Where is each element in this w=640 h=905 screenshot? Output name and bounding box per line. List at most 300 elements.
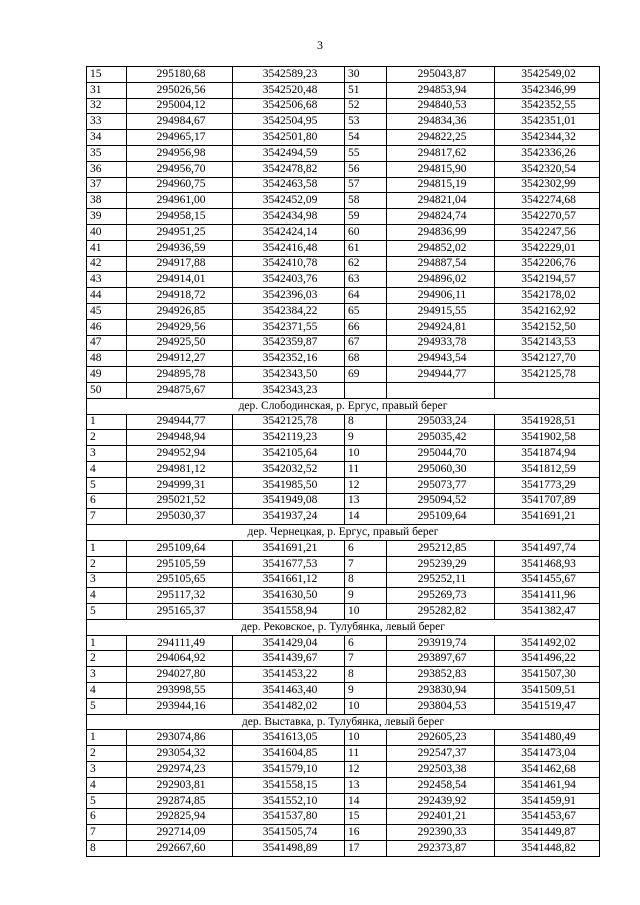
y-coordinate: 3542229,01: [495, 240, 600, 256]
x-coordinate: 294924,81: [387, 319, 495, 335]
x-coordinate: 294952,94: [127, 446, 233, 462]
y-coordinate: 3542274,68: [495, 193, 600, 209]
table-row: [87, 367, 600, 383]
point-number: 5: [87, 793, 127, 809]
y-coordinate: 3541537,80: [233, 809, 345, 825]
table-row: [87, 461, 600, 477]
x-coordinate: 295021,52: [127, 493, 233, 509]
x-coordinate: 294817,62: [387, 145, 495, 161]
y-coordinate: 3542371,55: [233, 319, 345, 335]
y-coordinate: 3542351,01: [495, 114, 600, 130]
y-coordinate: 3542463,58: [233, 177, 345, 193]
x-coordinate: 292439,92: [387, 793, 495, 809]
y-coordinate: 3541902,58: [495, 430, 600, 446]
x-coordinate: 295117,32: [127, 588, 233, 604]
table-row: [87, 651, 600, 667]
x-coordinate: 294906,11: [387, 288, 495, 304]
table-row: [87, 793, 600, 809]
point-number: 5: [87, 698, 127, 714]
y-coordinate: 3542336,26: [495, 145, 600, 161]
table-row: [87, 730, 600, 746]
point-number: 6: [345, 635, 387, 651]
y-coordinate: 3542520,48: [233, 82, 345, 98]
y-coordinate: 3542410,78: [233, 256, 345, 272]
point-number: 32: [87, 98, 127, 114]
point-number: 4: [87, 683, 127, 699]
y-coordinate: 3542105,64: [233, 446, 345, 462]
y-coordinate: 3542119,23: [233, 430, 345, 446]
x-coordinate: 294815,19: [387, 177, 495, 193]
x-coordinate: 292874,85: [127, 793, 233, 809]
point-number: 6: [87, 809, 127, 825]
coordinates-table-body: [87, 67, 600, 857]
table-row: [87, 809, 600, 825]
point-number: 47: [87, 335, 127, 351]
table-row: [87, 430, 600, 446]
x-coordinate: 295026,56: [127, 82, 233, 98]
point-number: 68: [345, 351, 387, 367]
point-number: 3: [87, 762, 127, 778]
point-number: 45: [87, 303, 127, 319]
y-coordinate: 3541558,15: [233, 777, 345, 793]
point-number: 7: [345, 651, 387, 667]
y-coordinate: 3542549,02: [495, 67, 600, 83]
x-coordinate: 294887,54: [387, 256, 495, 272]
table-row: [87, 319, 600, 335]
x-coordinate: 294111,49: [127, 635, 233, 651]
x-coordinate: 294896,02: [387, 272, 495, 288]
x-coordinate: 294918,72: [127, 288, 233, 304]
point-number: 56: [345, 161, 387, 177]
x-coordinate: 293897,67: [387, 651, 495, 667]
point-number: 10: [345, 730, 387, 746]
point-number: 61: [345, 240, 387, 256]
table-row: [87, 667, 600, 683]
point-number: 5: [87, 604, 127, 620]
point-number: 67: [345, 335, 387, 351]
x-coordinate: 295035,42: [387, 430, 495, 446]
y-coordinate: 3542359,87: [233, 335, 345, 351]
y-coordinate: 3541613,05: [233, 730, 345, 746]
table-row: [87, 604, 600, 620]
table-row: [87, 572, 600, 588]
y-coordinate: 3542032,52: [233, 461, 345, 477]
point-number: 55: [345, 145, 387, 161]
y-coordinate: 3542424,14: [233, 224, 345, 240]
x-coordinate: 294815,90: [387, 161, 495, 177]
point-number: 43: [87, 272, 127, 288]
x-coordinate: 294836,99: [387, 224, 495, 240]
y-coordinate: 3542143,53: [495, 335, 600, 351]
point-number: 40: [87, 224, 127, 240]
y-coordinate: 3542506,68: [233, 98, 345, 114]
point-number: 53: [345, 114, 387, 130]
y-coordinate: 3541382,47: [495, 604, 600, 620]
y-coordinate: 3541707,89: [495, 493, 600, 509]
table-row: [87, 556, 600, 572]
x-coordinate: 295030,37: [127, 509, 233, 525]
point-number: 2: [87, 556, 127, 572]
y-coordinate: 3541949,08: [233, 493, 345, 509]
table-row: [87, 82, 600, 98]
point-number: 11: [345, 461, 387, 477]
point-number: 14: [345, 793, 387, 809]
x-coordinate: 294933,78: [387, 335, 495, 351]
point-number: 15: [345, 809, 387, 825]
x-coordinate: 294027,80: [127, 667, 233, 683]
x-coordinate: 293804,53: [387, 698, 495, 714]
y-coordinate: 3542270,57: [495, 209, 600, 225]
x-coordinate: 293944,16: [127, 698, 233, 714]
table-row: [87, 446, 600, 462]
point-number: 6: [87, 493, 127, 509]
table-row: [87, 161, 600, 177]
x-coordinate: 295043,87: [387, 67, 495, 83]
x-coordinate: 294840,53: [387, 98, 495, 114]
y-coordinate: 3541928,51: [495, 414, 600, 430]
table-row: [87, 303, 600, 319]
x-coordinate: 292903,81: [127, 777, 233, 793]
y-coordinate: 3542194,57: [495, 272, 600, 288]
y-coordinate: 3542384,22: [233, 303, 345, 319]
table-row: [87, 588, 600, 604]
y-coordinate: 3542589,23: [233, 67, 345, 83]
x-coordinate: 292373,87: [387, 841, 495, 857]
point-number: 3: [87, 667, 127, 683]
x-coordinate: 295212,85: [387, 540, 495, 556]
point-number: 8: [345, 572, 387, 588]
point-number: 44: [87, 288, 127, 304]
point-number: 10: [345, 446, 387, 462]
point-number: 31: [87, 82, 127, 98]
y-coordinate: 3542343,50: [233, 367, 345, 383]
point-number: 1: [87, 540, 127, 556]
x-coordinate: 293998,55: [127, 683, 233, 699]
y-coordinate: 3542152,50: [495, 319, 600, 335]
x-coordinate: 295109,64: [127, 540, 233, 556]
x-coordinate: 294984,67: [127, 114, 233, 130]
table-row: [87, 67, 600, 83]
point-number: 9: [345, 683, 387, 699]
y-coordinate: 3542125,78: [495, 367, 600, 383]
section-header-row: [87, 714, 600, 730]
y-coordinate: 3541461,94: [495, 777, 600, 793]
point-number: 14: [345, 509, 387, 525]
x-coordinate: 294944,77: [387, 367, 495, 383]
x-coordinate: 295105,65: [127, 572, 233, 588]
table-row: [87, 240, 600, 256]
section-header-row: [87, 398, 600, 414]
y-coordinate: [495, 382, 600, 398]
y-coordinate: 3541480,49: [495, 730, 600, 746]
point-number: 65: [345, 303, 387, 319]
y-coordinate: 3542346,99: [495, 82, 600, 98]
table-row: [87, 351, 600, 367]
point-number: 60: [345, 224, 387, 240]
x-coordinate: 295109,64: [387, 509, 495, 525]
point-number: 4: [87, 588, 127, 604]
x-coordinate: 295269,73: [387, 588, 495, 604]
point-number: 54: [345, 130, 387, 146]
x-coordinate: 294915,55: [387, 303, 495, 319]
x-coordinate: 294917,88: [127, 256, 233, 272]
y-coordinate: 3541677,53: [233, 556, 345, 572]
x-coordinate: 295094,52: [387, 493, 495, 509]
point-number: 4: [87, 461, 127, 477]
y-coordinate: 3541455,67: [495, 572, 600, 588]
x-coordinate: 295004,12: [127, 98, 233, 114]
x-coordinate: 294981,12: [127, 461, 233, 477]
point-number: 48: [87, 351, 127, 367]
y-coordinate: 3541507,30: [495, 667, 600, 683]
section-title: дер. Рековское, р. Тулубянка, левый берег: [87, 619, 600, 635]
point-number: 8: [345, 414, 387, 430]
x-coordinate: 295073,77: [387, 477, 495, 493]
point-number: 1: [87, 414, 127, 430]
x-coordinate: 292547,37: [387, 746, 495, 762]
y-coordinate: 3542320,54: [495, 161, 600, 177]
point-number: 62: [345, 256, 387, 272]
x-coordinate: 294912,27: [127, 351, 233, 367]
x-coordinate: 293054,32: [127, 746, 233, 762]
x-coordinate: 294965,17: [127, 130, 233, 146]
point-number: 7: [87, 825, 127, 841]
x-coordinate: 294852,02: [387, 240, 495, 256]
x-coordinate: 292458,54: [387, 777, 495, 793]
point-number: 37: [87, 177, 127, 193]
x-coordinate: 292974,23: [127, 762, 233, 778]
y-coordinate: 3542302,99: [495, 177, 600, 193]
y-coordinate: 3541453,22: [233, 667, 345, 683]
x-coordinate: 295044,70: [387, 446, 495, 462]
y-coordinate: 3541498,89: [233, 841, 345, 857]
y-coordinate: 3541505,74: [233, 825, 345, 841]
y-coordinate: 3541519,47: [495, 698, 600, 714]
point-number: 69: [345, 367, 387, 383]
y-coordinate: 3542504,95: [233, 114, 345, 130]
x-coordinate: 292825,94: [127, 809, 233, 825]
x-coordinate: 292390,33: [387, 825, 495, 841]
y-coordinate: 3541459,91: [495, 793, 600, 809]
x-coordinate: 294834,36: [387, 114, 495, 130]
table-row: [87, 114, 600, 130]
point-number: 50: [87, 382, 127, 398]
x-coordinate: 295033,24: [387, 414, 495, 430]
point-number: 57: [345, 177, 387, 193]
y-coordinate: 3541773,29: [495, 477, 600, 493]
point-number: 33: [87, 114, 127, 130]
y-coordinate: 3541552,10: [233, 793, 345, 809]
y-coordinate: 3541473,04: [495, 746, 600, 762]
table-row: [87, 130, 600, 146]
x-coordinate: 293830,94: [387, 683, 495, 699]
y-coordinate: 3542416,48: [233, 240, 345, 256]
table-row: [87, 272, 600, 288]
y-coordinate: 3541558,94: [233, 604, 345, 620]
y-coordinate: 3542247,56: [495, 224, 600, 240]
y-coordinate: 3542403,76: [233, 272, 345, 288]
y-coordinate: 3542352,16: [233, 351, 345, 367]
x-coordinate: 294936,59: [127, 240, 233, 256]
x-coordinate: 294999,31: [127, 477, 233, 493]
x-coordinate: 294943,54: [387, 351, 495, 367]
point-number: 9: [345, 430, 387, 446]
point-number: 11: [345, 746, 387, 762]
point-number: 30: [345, 67, 387, 83]
y-coordinate: 3541630,50: [233, 588, 345, 604]
table-row: [87, 493, 600, 509]
y-coordinate: 3541937,24: [233, 509, 345, 525]
x-coordinate: 294948,94: [127, 430, 233, 446]
point-number: 63: [345, 272, 387, 288]
point-number: 13: [345, 777, 387, 793]
x-coordinate: 294926,85: [127, 303, 233, 319]
table-row: [87, 841, 600, 857]
x-coordinate: 294961,00: [127, 193, 233, 209]
point-number: 5: [87, 477, 127, 493]
y-coordinate: 3541874,94: [495, 446, 600, 462]
x-coordinate: 295282,82: [387, 604, 495, 620]
point-number: 15: [87, 67, 127, 83]
point-number: 49: [87, 367, 127, 383]
y-coordinate: 3542452,09: [233, 193, 345, 209]
point-number: 36: [87, 161, 127, 177]
y-coordinate: 3541448,82: [495, 841, 600, 857]
x-coordinate: 294822,25: [387, 130, 495, 146]
table-row: [87, 177, 600, 193]
y-coordinate: 3541468,93: [495, 556, 600, 572]
y-coordinate: 3541661,12: [233, 572, 345, 588]
x-coordinate: 295060,30: [387, 461, 495, 477]
section-title: дер. Выставка, р. Тулубянка, левый берег: [87, 714, 600, 730]
y-coordinate: 3541439,67: [233, 651, 345, 667]
page-number: 3: [317, 38, 323, 52]
x-coordinate: 294895,78: [127, 367, 233, 383]
y-coordinate: 3542494,59: [233, 145, 345, 161]
y-coordinate: 3541492,02: [495, 635, 600, 651]
table-row: [87, 382, 600, 398]
table-row: [87, 477, 600, 493]
table-row: [87, 224, 600, 240]
y-coordinate: 3542125,78: [233, 414, 345, 430]
point-number: 10: [345, 604, 387, 620]
y-coordinate: 3542478,82: [233, 161, 345, 177]
y-coordinate: 3541497,74: [495, 540, 600, 556]
point-number: 51: [345, 82, 387, 98]
point-number: 7: [345, 556, 387, 572]
x-coordinate: 294821,04: [387, 193, 495, 209]
point-number: 17: [345, 841, 387, 857]
y-coordinate: 3542434,98: [233, 209, 345, 225]
x-coordinate: 294914,01: [127, 272, 233, 288]
table-row: [87, 145, 600, 161]
table-row: [87, 288, 600, 304]
table-row: [87, 683, 600, 699]
table-row: [87, 777, 600, 793]
x-coordinate: 294853,94: [387, 82, 495, 98]
y-coordinate: 3541691,21: [495, 509, 600, 525]
table-row: [87, 746, 600, 762]
y-coordinate: 3542352,55: [495, 98, 600, 114]
y-coordinate: 3542178,02: [495, 288, 600, 304]
point-number: 64: [345, 288, 387, 304]
point-number: 12: [345, 477, 387, 493]
x-coordinate: 294956,70: [127, 161, 233, 177]
y-coordinate: 3541429,04: [233, 635, 345, 651]
x-coordinate: 293074,86: [127, 730, 233, 746]
table-row: [87, 540, 600, 556]
point-number: 66: [345, 319, 387, 335]
x-coordinate: 292605,23: [387, 730, 495, 746]
point-number: 39: [87, 209, 127, 225]
point-number: 16: [345, 825, 387, 841]
x-coordinate: 293852,83: [387, 667, 495, 683]
y-coordinate: 3542127,70: [495, 351, 600, 367]
x-coordinate: 293919,74: [387, 635, 495, 651]
x-coordinate: 294925,50: [127, 335, 233, 351]
point-number: [345, 382, 387, 398]
y-coordinate: 3541453,67: [495, 809, 600, 825]
y-coordinate: 3541449,87: [495, 825, 600, 841]
section-title: дер. Слободинская, р. Ергус, правый берег: [87, 398, 600, 414]
x-coordinate: 294956,98: [127, 145, 233, 161]
point-number: 59: [345, 209, 387, 225]
y-coordinate: 3542344,32: [495, 130, 600, 146]
point-number: 34: [87, 130, 127, 146]
x-coordinate: 294064,92: [127, 651, 233, 667]
y-coordinate: 3542343,23: [233, 382, 345, 398]
y-coordinate: 3541691,21: [233, 540, 345, 556]
x-coordinate: 295252,11: [387, 572, 495, 588]
x-coordinate: 294824,74: [387, 209, 495, 225]
point-number: 9: [345, 588, 387, 604]
y-coordinate: 3541579,10: [233, 762, 345, 778]
x-coordinate: 295239,29: [387, 556, 495, 572]
point-number: 2: [87, 651, 127, 667]
point-number: 38: [87, 193, 127, 209]
table-row: [87, 209, 600, 225]
x-coordinate: 295105,59: [127, 556, 233, 572]
y-coordinate: 3542501,80: [233, 130, 345, 146]
y-coordinate: 3541509,51: [495, 683, 600, 699]
point-number: 58: [345, 193, 387, 209]
y-coordinate: 3541604,85: [233, 746, 345, 762]
table-row: [87, 825, 600, 841]
y-coordinate: 3542162,92: [495, 303, 600, 319]
point-number: 1: [87, 635, 127, 651]
point-number: 1: [87, 730, 127, 746]
x-coordinate: 294960,75: [127, 177, 233, 193]
point-number: 41: [87, 240, 127, 256]
x-coordinate: 292401,21: [387, 809, 495, 825]
y-coordinate: 3541496,22: [495, 651, 600, 667]
section-header-row: [87, 525, 600, 541]
y-coordinate: 3541411,96: [495, 588, 600, 604]
x-coordinate: 292714,09: [127, 825, 233, 841]
y-coordinate: 3541812,59: [495, 461, 600, 477]
point-number: 12: [345, 762, 387, 778]
point-number: 3: [87, 572, 127, 588]
table-row: [87, 98, 600, 114]
x-coordinate: 292667,60: [127, 841, 233, 857]
table-row: [87, 414, 600, 430]
table-row: [87, 698, 600, 714]
point-number: 7: [87, 509, 127, 525]
point-number: 2: [87, 430, 127, 446]
y-coordinate: 3541463,40: [233, 683, 345, 699]
y-coordinate: 3542206,76: [495, 256, 600, 272]
point-number: 8: [345, 667, 387, 683]
